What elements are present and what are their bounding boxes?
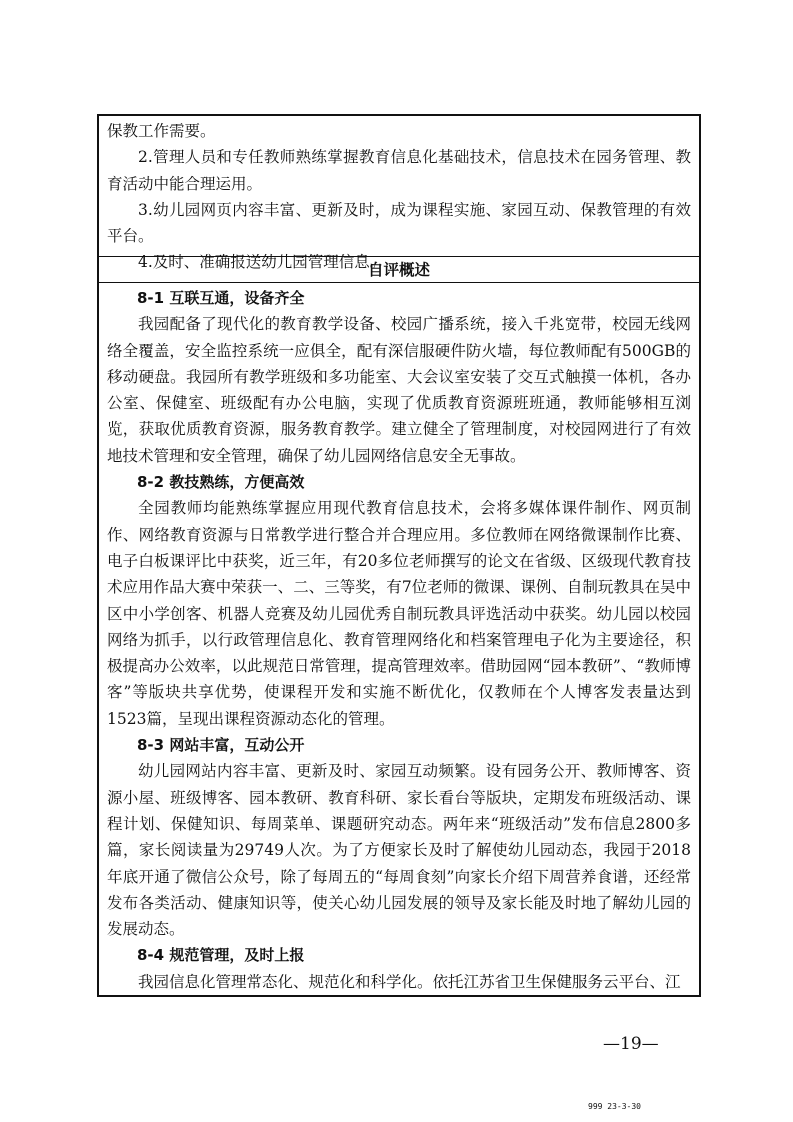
item-text: 我园信息化管理常态化、规范化和科学化。依托江苏省卫生保健服务云平台、江: [138, 972, 681, 991]
content-table: [97, 114, 701, 997]
item-title: 8-1 互联互通，设备齐全: [137, 289, 305, 307]
standard-line: 3.幼儿园网页内容丰富、更新及时，成为课程实施、家园互动、保教管理的有效平台。: [107, 200, 691, 246]
footer-stamp: 999 23-3-30: [588, 1102, 641, 1111]
item-text: 全园教师均能熟练掌握应用现代教育信息技术，会将多媒体课件制作、网页制作、网络教育资源与日常教学进行整合并合理应用。多位教师在网络微课制作比赛、电子白板课评比中获奖，近三年，有20多位老师撰写的论文在省级、区级现代教育技术应用作品大赛中荣获一、二、三等奖，有7位老师的微课、课例、自制玩教具在吴中区中小学创客、机器人竞赛及幼儿园优秀自制玩教具评选活动中获奖。幼儿园以校园网络为抓手，以行政管理信息化、教育管理网络化和档案管理电子化为主要途径，积极提高办公效率，以此规范日常管理，提高管理效率。借助园网“园本教研”、“教师博客”等版块共享优势，使课程开发和实施不断优化，仅教师在个人博客发表量达到1523篇，呈现出课程资源动态化的管理。: [107, 499, 691, 728]
standard-line: 2.管理人员和专任教师熟练掌握教育信息化基础技术，信息技术在园务管理、教育活动中能合理运用。: [107, 148, 691, 193]
item-text: 幼儿园网站内容丰富、更新及时、家园互动频繁。设有园务公开、教师博客、资源小屋、班级博客、园本教研、教育科研、家长看台等版块，定期发布班级活动、课程计划、保健知识、每周菜单、课题研究动态。两年来“班级活动”发布信息2800多篇，家长阅读量为29749人次。为了方便家长及时了解使幼儿园动态，我园于2018年底开通了微信公众号，除了每周五的“每周食刻”向家长介绍下周营养食谱，还经常发布各类活动、健康知识等，使关心幼儿园发展的领导及家长能及时地了解幼儿园的发展动态。: [107, 762, 691, 939]
standard-line: 4.及时、准确报送幼儿园管理信息。: [138, 253, 386, 272]
item-title: 8-4 规范管理，及时上报: [137, 946, 305, 965]
item-title: 8-2 教技熟练，方便高效: [137, 473, 305, 492]
item-text: 我园配备了现代化的教育教学设备、校园广播系统，接入千兆宽带，校园无线网络全覆盖，安全监控系统一应俱全，配有深信服硬件防火墙，每位教师配有500GB的移动硬盘。我园所有教学班级和多功能室、大会议室安装了交互式触摸一体机，各办公室、保健室、班级配有办公电脑，实现了优质教育资源班班通，教师能够相互浏览，获取优质教育资源，服务教育教学。建立健全了管理制度，对校园网进行了有效地技术管理和安全管理，确保了幼儿园网络信息安全无事故。: [107, 315, 691, 465]
page-number: —19—: [603, 1034, 659, 1054]
item-title: 8-3 网站丰富，互动公开: [137, 736, 305, 755]
self-eval-header: 自评概述: [99, 257, 699, 283]
standard-line: 保教工作需要。: [107, 122, 216, 140]
